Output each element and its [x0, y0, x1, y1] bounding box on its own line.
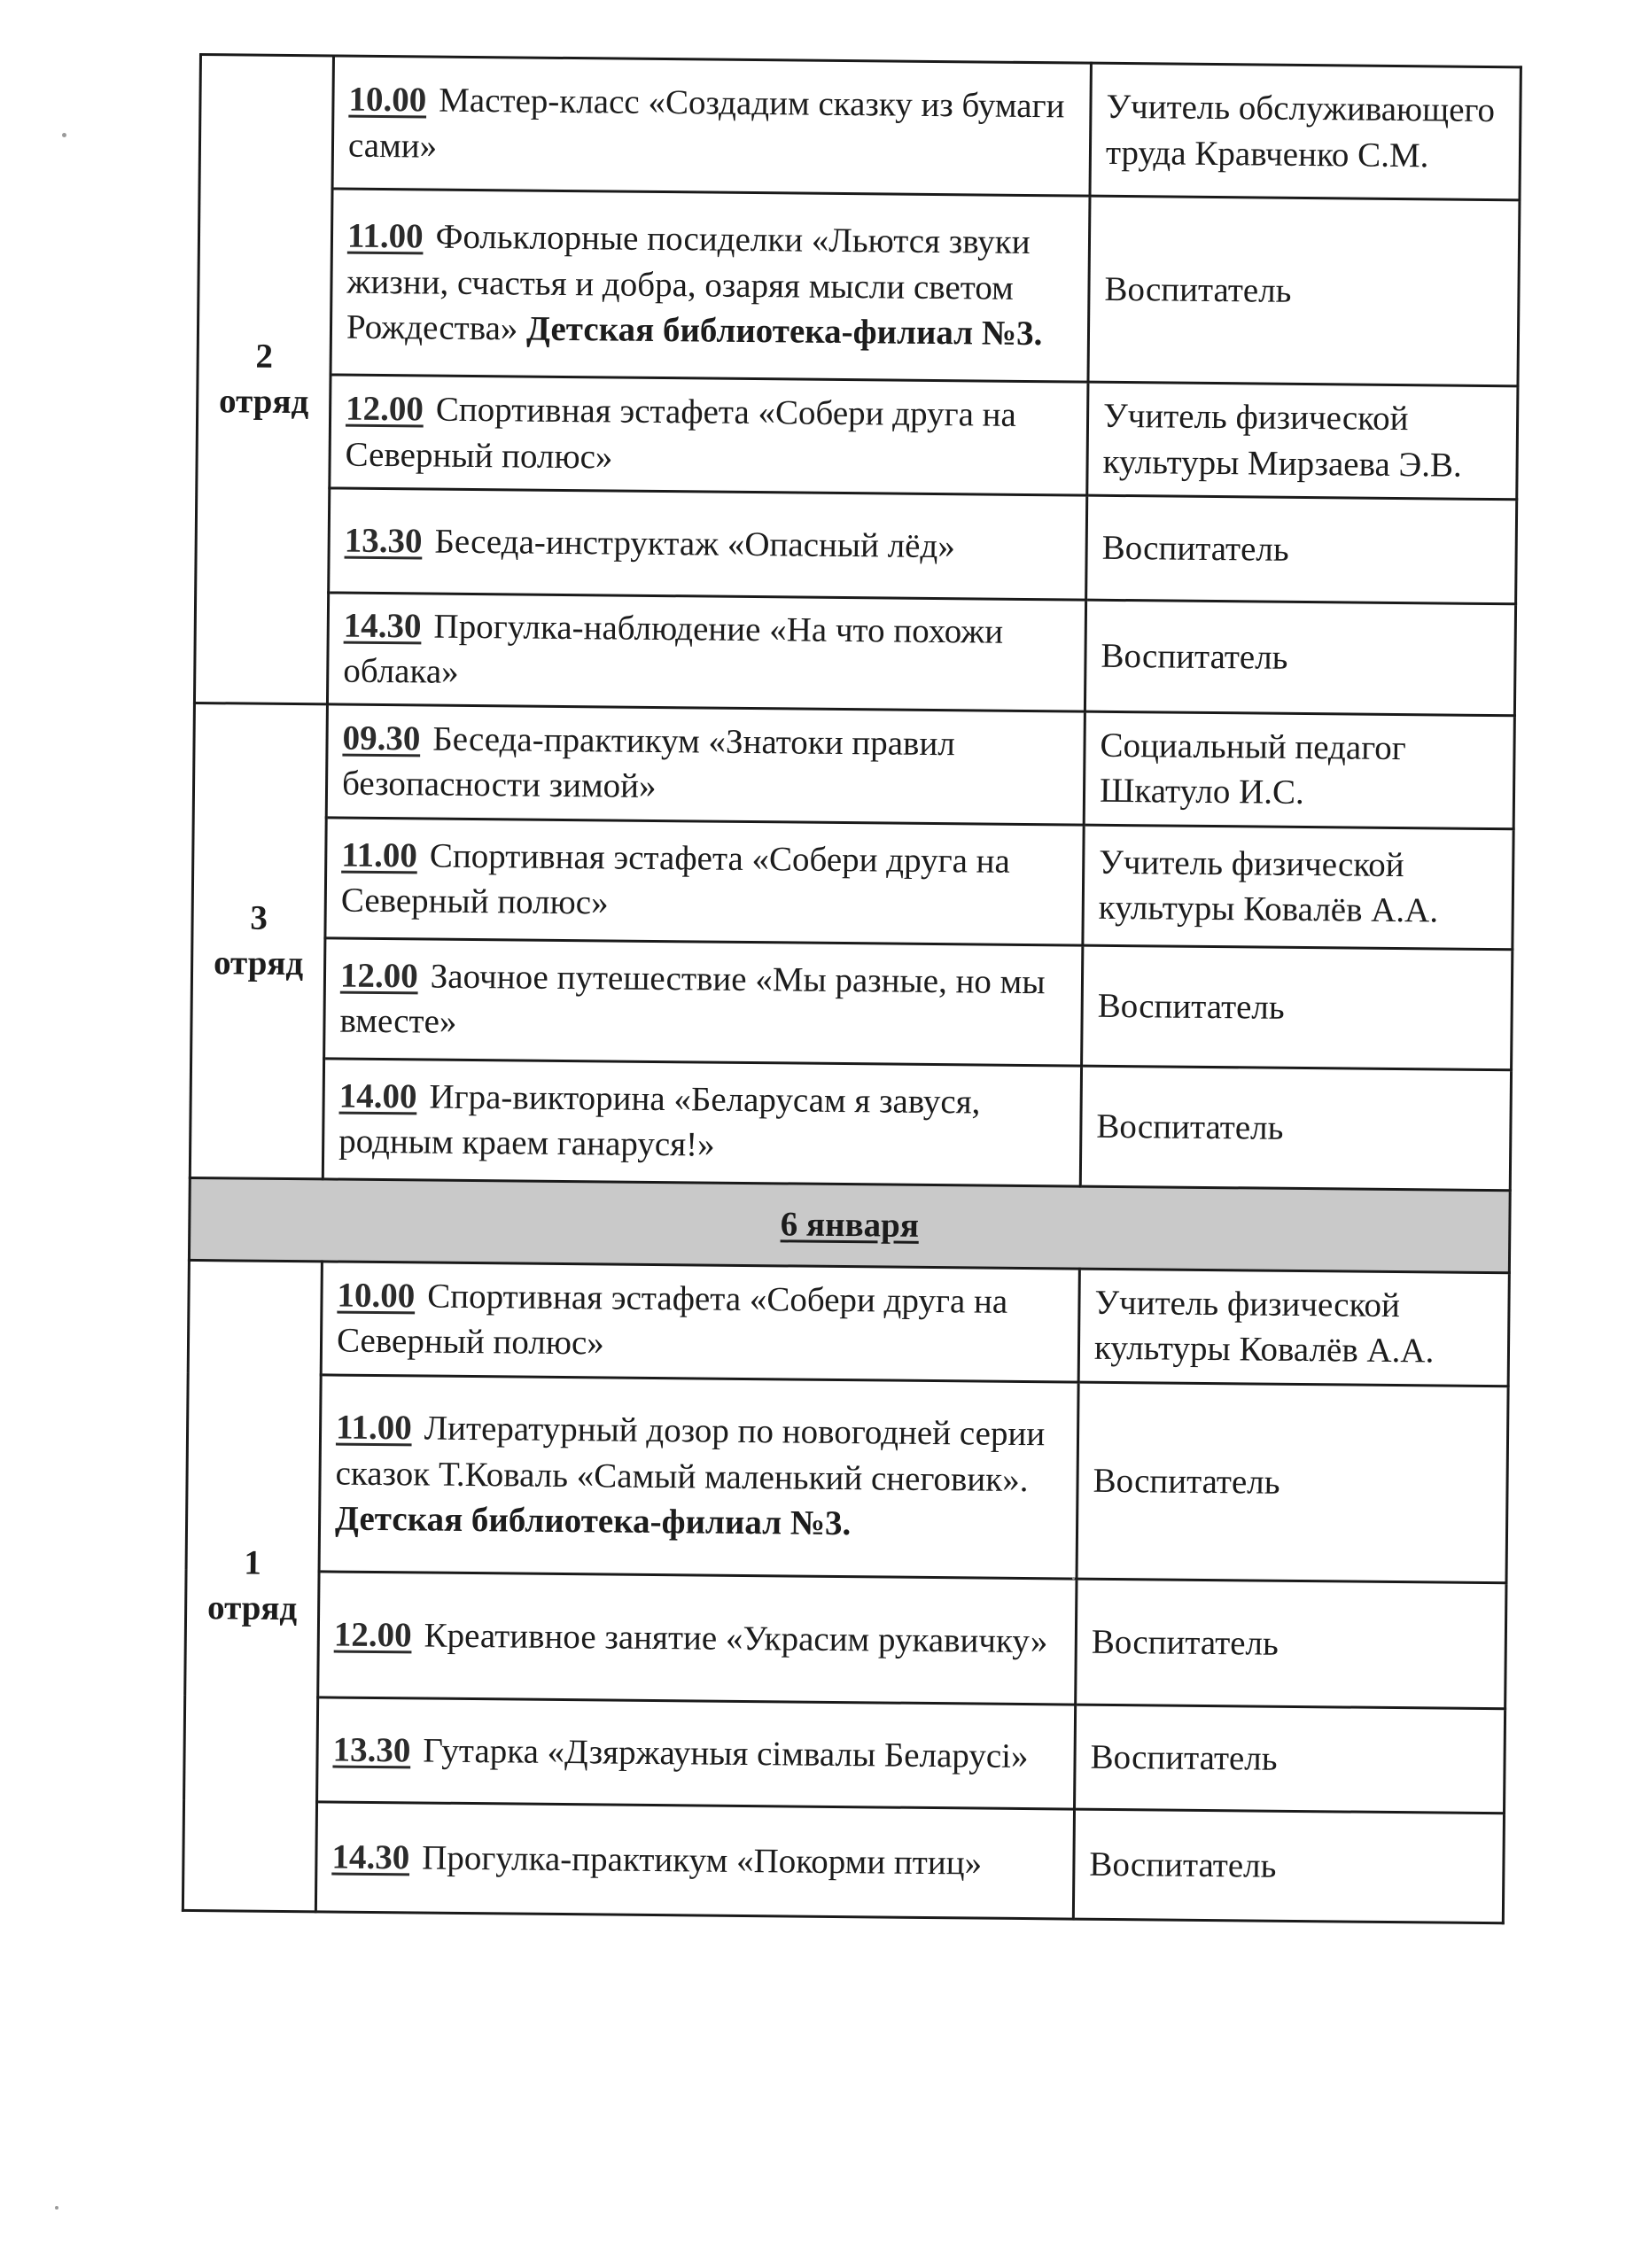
activity-time: 10.00: [348, 80, 427, 120]
activity-time: 12.00: [333, 1615, 412, 1655]
responsible-cell: Воспитатель: [1088, 196, 1520, 386]
activity-venue: Детская библиотека-филиал №3.: [334, 1499, 852, 1543]
activity-title: Прогулка-практикум «Покорми птиц»: [422, 1838, 983, 1883]
activity-time: 14.30: [331, 1837, 410, 1877]
group-cell: 1 отряд: [183, 1260, 322, 1911]
responsible-cell: Воспитатель: [1075, 1705, 1505, 1814]
responsible-cell: Воспитатель: [1076, 1579, 1506, 1709]
activity-title: Креативное занятие «Украсим рукавичку»: [424, 1616, 1048, 1660]
activity-title: Литературный дозор по новогодней серии сказок Т.Коваль «Самый маленький снеговик».: [335, 1409, 1046, 1499]
schedule-row: [194, 591, 1515, 715]
schedule-row: [186, 1373, 1508, 1582]
activity-cell: [330, 375, 1088, 495]
activity-title: Беседа-практикум «Знатоки правил безопасности зимой»: [341, 719, 955, 806]
schedule-row: [188, 1260, 1509, 1386]
activity-cell: [323, 1059, 1081, 1186]
activity-cell: [318, 1572, 1077, 1705]
activity-cell: [326, 704, 1085, 825]
group-cell: 2 отряд: [194, 55, 333, 704]
responsible-cell: Воспитатель: [1086, 495, 1517, 604]
activity-time: 11.00: [346, 216, 424, 256]
activity-time: 13.30: [332, 1730, 411, 1770]
responsible-cell: Воспитатель: [1073, 1809, 1504, 1923]
responsible-cell: Воспитатель: [1077, 1382, 1508, 1583]
activity-time: 11.00: [341, 835, 418, 875]
schedule-row: [196, 486, 1517, 603]
scan-speck: [62, 133, 66, 137]
day-header: 6 января: [780, 1205, 920, 1246]
schedule-page: [182, 53, 1520, 1924]
day-header-row: [189, 1177, 1510, 1272]
schedule-row: [190, 1057, 1511, 1190]
group-cell: 3 отряд: [190, 703, 327, 1178]
activity-title: Спортивная эстафета «Собери друга на Северный полюс»: [340, 836, 1011, 922]
scan-speck: [55, 2206, 58, 2210]
activity-time: 10.00: [337, 1276, 416, 1316]
scan-speck: [1072, 1577, 1075, 1580]
responsible-cell: Учитель физической культуры Мирзаева Э.В.: [1087, 382, 1518, 500]
activity-title: Мастер-класс «Создадим сказку из бумаги сами»: [347, 81, 1065, 166]
activity-title: Прогулка-наблюдение «На что похожи облака»: [343, 607, 1004, 692]
schedule-row: [192, 816, 1513, 949]
schedule-row: [184, 1696, 1505, 1813]
activity-title: Гутарка «Дзяржауныя сімвалы Беларусі»: [423, 1731, 1029, 1775]
activity-title: Игра-викторина «Беларусам я завуся, родным краем ганаруся!»: [338, 1077, 981, 1165]
activity-time: 12.00: [339, 956, 418, 996]
activity-cell: [324, 938, 1083, 1066]
responsible-cell: Социальный педагог Шкатуло И.С.: [1084, 711, 1514, 829]
schedule-row: [185, 1570, 1506, 1708]
schedule-table: [182, 53, 1522, 1924]
responsible-cell: Воспитатель: [1085, 600, 1515, 716]
activity-venue: Детская библиотека-филиал №3.: [525, 309, 1043, 353]
schedule-row: [198, 188, 1520, 386]
activity-cell: [315, 1802, 1074, 1919]
schedule-row: [197, 373, 1518, 499]
activity-time: 14.30: [343, 606, 422, 646]
responsible-cell: Учитель физической культуры Ковалёв А.А.: [1083, 825, 1513, 950]
activity-cell: [329, 488, 1087, 600]
activity-time: 09.30: [342, 718, 421, 758]
activity-time: 11.00: [335, 1408, 412, 1448]
activity-cell: [331, 189, 1090, 382]
activity-title: Спортивная эстафета «Собери друга на Северный полюс»: [336, 1277, 1008, 1363]
activity-cell: [321, 1262, 1079, 1382]
activity-cell: [317, 1697, 1076, 1809]
activity-cell: [332, 56, 1091, 196]
activity-cell: [325, 818, 1084, 945]
activity-time: 12.00: [345, 389, 424, 429]
activity-title: Заочное путешествие «Мы разные, но мы вместе»: [339, 957, 1046, 1042]
activity-title: Беседа-инструктаж «Опасный лёд»: [434, 522, 956, 565]
activity-cell: [319, 1375, 1078, 1579]
responsible-cell: Учитель обслуживающего труда Кравченко С.М.: [1090, 63, 1521, 200]
schedule-row: [183, 1800, 1504, 1922]
activity-cell: [327, 593, 1085, 711]
activity-time: 13.30: [344, 521, 423, 561]
activity-time: 14.00: [338, 1076, 417, 1116]
schedule-row: [191, 936, 1513, 1069]
day-header-cell: [189, 1177, 1510, 1272]
responsible-cell: Учитель физической культуры Ковалёв А.А.: [1078, 1269, 1509, 1386]
schedule-row: [199, 55, 1521, 200]
responsible-cell: Воспитатель: [1082, 945, 1513, 1070]
schedule-row: [193, 703, 1514, 828]
activity-title: Спортивная эстафета «Собери друга на Северный полюс»: [345, 390, 1017, 476]
responsible-cell: Воспитатель: [1080, 1066, 1511, 1191]
activity-title: Фольклорные посиделки «Льются звуки жизни, счастья и добра, озаряя мысли светом Рождества»: [346, 217, 1031, 348]
